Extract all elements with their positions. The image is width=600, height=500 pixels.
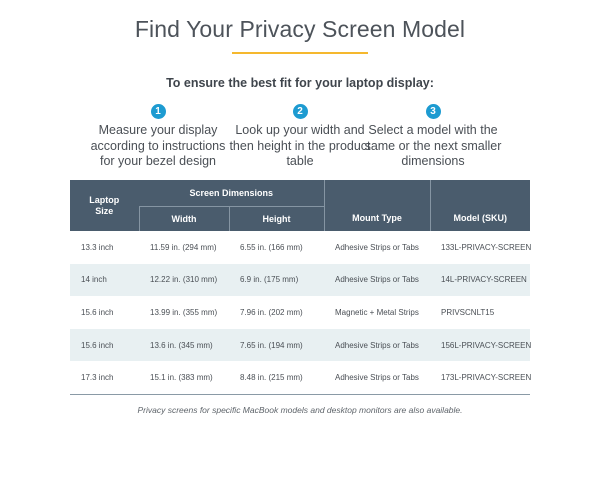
step-2-badge: 2: [293, 104, 308, 119]
step-3-text: Select a model with the same or the next smaller dimensions: [364, 123, 502, 168]
cell-height: 6.9 in. (175 mm): [229, 264, 324, 297]
cell-height: 7.65 in. (194 mm): [229, 329, 324, 362]
title-underline: [232, 52, 368, 54]
cell-height: 6.55 in. (166 mm): [229, 231, 324, 264]
cell-width: 11.59 in. (294 mm): [139, 231, 229, 264]
step-2: [225, 101, 375, 170]
cell-mount-type: Adhesive Strips or Tabs: [324, 329, 430, 362]
table-row: [70, 264, 530, 297]
cell-laptop-size: 15.6 inch: [70, 296, 139, 329]
page-title: Find Your Privacy Screen Model: [134, 16, 466, 42]
cell-mount-type: Adhesive Strips or Tabs: [324, 231, 430, 264]
cell-laptop-size: 14 inch: [70, 264, 139, 297]
table-row: [70, 361, 530, 394]
cell-laptop-size: 15.6 inch: [70, 329, 139, 362]
cell-width: 15.1 in. (383 mm): [139, 361, 229, 394]
page-subtitle: To ensure the best fit for your laptop display:: [166, 76, 434, 90]
table-row: [70, 296, 530, 329]
header-laptop-size: Laptop Size: [70, 180, 139, 231]
header-width: Width: [139, 206, 229, 231]
cell-height: 7.96 in. (202 mm): [229, 296, 324, 329]
step-1-text: Measure your display according to instructions for your bezel design: [90, 123, 226, 168]
cell-width: 13.99 in. (355 mm): [139, 296, 229, 329]
header-screen-dimensions: Screen Dimensions: [139, 180, 324, 206]
table-row: [70, 329, 530, 362]
cell-laptop-size: 13.3 inch: [70, 231, 139, 264]
cell-model-sku: 133L-PRIVACY-SCREEN: [430, 231, 530, 264]
cell-height: 8.48 in. (215 mm): [229, 361, 324, 394]
cell-model-sku: 173L-PRIVACY-SCREEN: [430, 361, 530, 394]
privacy-screen-table: [70, 180, 530, 395]
cell-width: 12.22 in. (310 mm): [139, 264, 229, 297]
step-3: [358, 101, 508, 170]
cell-mount-type: Magnetic + Metal Strips: [324, 296, 430, 329]
step-1: [83, 101, 233, 170]
cell-mount-type: Adhesive Strips or Tabs: [324, 264, 430, 297]
step-3-badge: 3: [426, 104, 441, 119]
cell-mount-type: Adhesive Strips or Tabs: [324, 361, 430, 394]
cell-laptop-size: 17.3 inch: [70, 361, 139, 394]
footnote: Privacy screens for specific MacBook models and desktop monitors are also available.: [137, 405, 463, 415]
header-mount-type: Mount Type: [324, 180, 430, 231]
cell-model-sku: PRIVSCNLT15: [430, 296, 530, 329]
step-1-badge: 1: [151, 104, 166, 119]
cell-width: 13.6 in. (345 mm): [139, 329, 229, 362]
header-model-sku: Model (SKU): [430, 180, 530, 231]
cell-model-sku: 14L-PRIVACY-SCREEN: [430, 264, 530, 297]
header-height: Height: [229, 206, 324, 231]
table-row: [70, 231, 530, 264]
cell-model-sku: 156L-PRIVACY-SCREEN: [430, 329, 530, 362]
step-2-text: Look up your width and then height in the product table: [229, 123, 371, 168]
